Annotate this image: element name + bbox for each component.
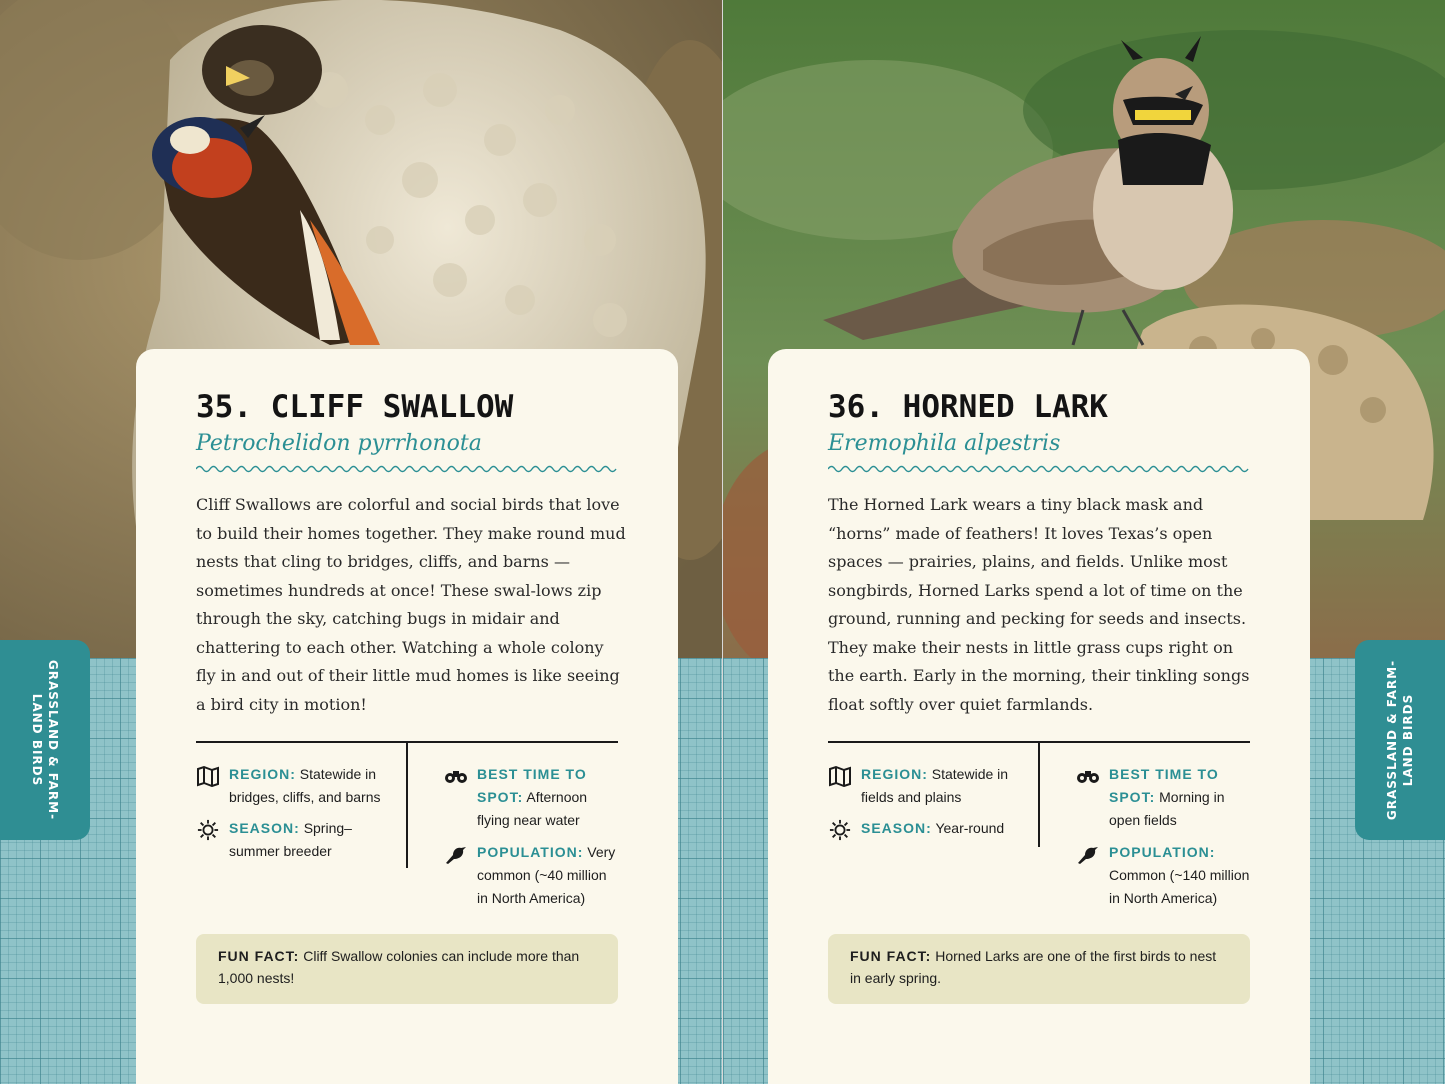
fun-fact-box: [828, 934, 1250, 1004]
season-label: SEASON:: [861, 820, 932, 836]
page-35: [0, 0, 722, 1084]
section-tab: [1355, 640, 1445, 840]
species-name: HORNED LARK: [902, 389, 1108, 425]
population-value: Common (~140 million in North America): [1109, 867, 1250, 906]
wavy-divider: [828, 464, 1250, 474]
scientific-name: Petrochelidon pyrrhonota: [196, 431, 482, 456]
fun-fact-label: FUN FACT:: [850, 948, 932, 964]
species-description: The Horned Lark wears a tiny black mask and “horns” made of feathers! It loves Texas’s open spaces — prairies, plains, and fields. Unlike most songbirds, Horned Larks spend a lot of time on the ground, running and pecking for seeds and insects. They make their nests in little grass cups right on the earth. Early in the morning, their tinkling songs float softly over quiet farmlands.: [828, 495, 1250, 714]
sun-icon: [828, 819, 852, 841]
season-value: Spring–summer breeder: [229, 820, 352, 859]
best-time-label: BEST TIME TO SPOT:: [477, 766, 587, 805]
section-tab: [0, 640, 90, 840]
species-title: [196, 389, 513, 425]
season-label: SEASON:: [229, 820, 300, 836]
population-label: POPULATION:: [1109, 844, 1216, 860]
best-time-value: Morning in open fields: [1109, 789, 1225, 828]
region-value: Statewide in fields and plains: [861, 766, 1009, 805]
best-time-value: Afternoon flying near water: [477, 789, 588, 828]
species-title: [828, 389, 1108, 425]
info-column-divider: [1038, 742, 1040, 847]
fun-fact-label: FUN FACT:: [218, 948, 300, 964]
population-value: Very common (~40 million in North America): [477, 844, 616, 906]
sun-icon: [196, 819, 220, 841]
section-tab-label: GRASSLAND & FARM-LAND BIRDS: [1385, 659, 1415, 821]
page-36: [723, 0, 1445, 1084]
species-name: CLIFF SWALLOW: [270, 389, 514, 425]
region-value: Statewide in bridges, cliffs, and barns: [229, 766, 381, 805]
binoculars-icon: [444, 765, 468, 787]
wavy-divider: [196, 464, 618, 474]
info-column-divider: [406, 742, 408, 868]
fun-fact-text: Horned Larks are one of the first birds to nest in early spring.: [850, 948, 1217, 986]
species-number: 35.: [196, 389, 252, 425]
map-icon: [196, 765, 220, 787]
region-label: REGION:: [229, 766, 296, 782]
population-label: POPULATION:: [477, 844, 584, 860]
season-value: Year-round: [935, 820, 1005, 836]
fun-fact-box: [196, 934, 618, 1004]
bird-icon: [1076, 843, 1100, 865]
species-card: [768, 349, 1310, 1084]
species-card: [136, 349, 678, 1084]
region-label: REGION:: [861, 766, 928, 782]
species-description: Cliff Swallows are colorful and social birds that love to build their homes together. They make round mud nests that cling to bridges, cliffs, and barns — sometimes hundreds at once! These swal-lows zip through the sky, catching bugs in midair and chattering to each other. Watching a whole colony fly in and out of their little mud homes is like seeing a bird city in motion!: [196, 495, 626, 714]
section-tab-label: GRASSLAND & FARM-LAND BIRDS: [30, 659, 60, 821]
map-icon: [828, 765, 852, 787]
bird-icon: [444, 843, 468, 865]
species-number: 36.: [828, 389, 884, 425]
scientific-name: Eremophila alpestris: [828, 431, 1061, 456]
fun-fact-text: Cliff Swallow colonies can include more than 1,000 nests!: [218, 948, 580, 986]
binoculars-icon: [1076, 765, 1100, 787]
best-time-label: BEST TIME TO SPOT:: [1109, 766, 1219, 805]
